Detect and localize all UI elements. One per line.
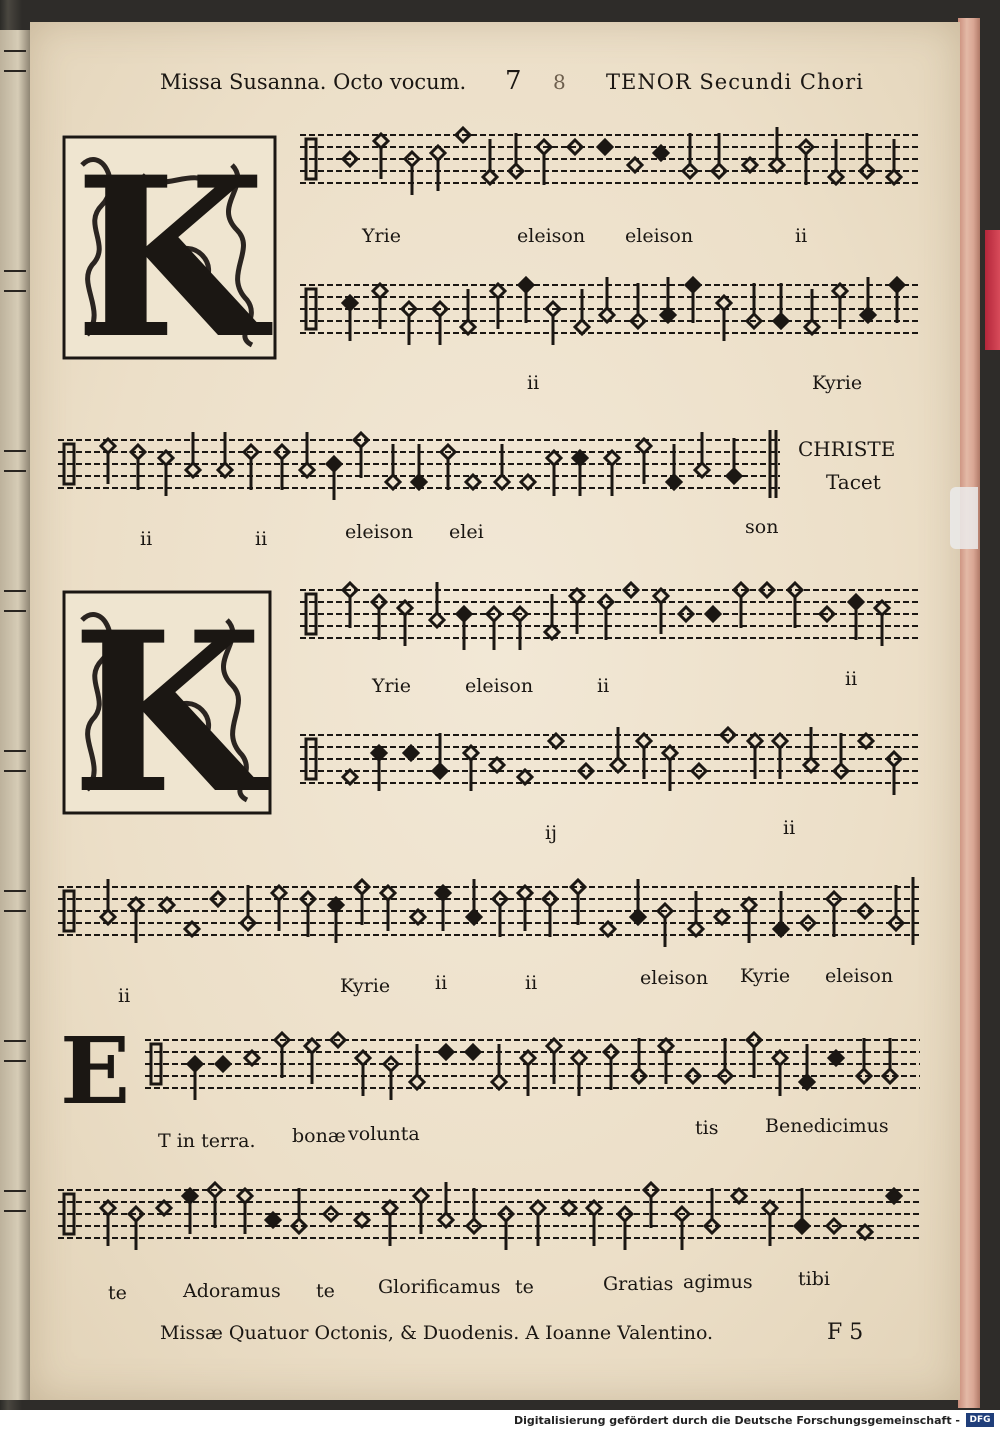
note-icon (654, 589, 668, 603)
note-icon (355, 880, 369, 894)
note-icon (748, 734, 762, 748)
note-icon (579, 764, 593, 778)
note-icon (301, 892, 315, 906)
note-icon (611, 758, 625, 772)
lyric: Adoramus (183, 1280, 281, 1302)
initial-k-1 (62, 135, 277, 360)
note-icon (600, 308, 614, 322)
lyric: agimus (683, 1271, 753, 1293)
christe-heading: CHRISTE (798, 437, 896, 461)
note-icon (770, 158, 784, 172)
note-icon (433, 764, 447, 778)
note-icon (495, 475, 509, 489)
lyric: eleison (825, 965, 894, 987)
note-icon (887, 170, 901, 184)
staff-2 (300, 275, 920, 345)
initial-k-2 (62, 590, 272, 815)
note-icon (858, 904, 872, 918)
note-icon (466, 1045, 480, 1059)
note-icon (131, 445, 145, 459)
note-icon (160, 898, 174, 912)
note-icon (604, 1045, 618, 1059)
note-icon (218, 463, 232, 477)
note-icon (398, 601, 412, 615)
note-icon (356, 1051, 370, 1065)
book-footer: Missæ Quatuor Octonis, & Duodenis. A Ioanne Valentino. (160, 1322, 714, 1344)
note-icon (129, 1207, 143, 1221)
note-icon (101, 1201, 115, 1215)
lyric: te (316, 1280, 335, 1302)
note-icon (571, 880, 585, 894)
lyric: ii (435, 972, 448, 994)
lyric: ii (845, 668, 858, 690)
staff-6 (58, 877, 920, 947)
note-icon (101, 439, 115, 453)
note-icon (573, 451, 587, 465)
note-icon (467, 910, 481, 924)
staff-3 (58, 430, 780, 500)
lyric: ij (545, 822, 557, 844)
page-number: 7 (505, 66, 522, 96)
page-edge-right (958, 18, 980, 1408)
lyric: Yrie (362, 225, 401, 247)
note-icon (272, 886, 286, 900)
note-icon (667, 475, 681, 489)
note-icon (372, 595, 386, 609)
note-icon (686, 1069, 700, 1083)
note-icon (717, 296, 731, 310)
note-icon (381, 886, 395, 900)
note-icon (659, 1039, 673, 1053)
lyric: ii (795, 225, 808, 247)
note-icon (689, 922, 703, 936)
note-icon (637, 439, 651, 453)
note-icon (663, 746, 677, 760)
lyric: te (108, 1282, 127, 1304)
note-icon (732, 1189, 746, 1203)
lyric: tibi (798, 1268, 830, 1290)
lyric: elei (449, 521, 484, 543)
note-icon (570, 589, 584, 603)
note-icon (461, 320, 475, 334)
note-icon (355, 1213, 369, 1227)
lyric: Benedicimus (765, 1115, 889, 1137)
note-icon (774, 314, 788, 328)
note-icon (499, 1207, 513, 1221)
note-icon (572, 1051, 586, 1065)
note-icon (483, 170, 497, 184)
lyric: ii (118, 985, 131, 1007)
note-icon (373, 284, 387, 298)
lyric: ii (597, 675, 610, 697)
note-icon (547, 1039, 561, 1053)
note-icon (760, 583, 774, 597)
lyric: Gratias (603, 1273, 674, 1295)
note-icon (800, 1075, 814, 1089)
note-icon (601, 922, 615, 936)
note-icon (410, 1075, 424, 1089)
note-icon (464, 746, 478, 760)
note-icon (858, 1225, 872, 1239)
page-clip (950, 487, 978, 549)
note-icon (386, 475, 400, 489)
note-icon (372, 746, 386, 760)
note-icon (547, 451, 561, 465)
note-icon (637, 734, 651, 748)
lyric: ii (140, 528, 153, 550)
lyric: son (745, 516, 779, 538)
note-icon (861, 308, 875, 322)
note-icon (706, 607, 720, 621)
note-icon (829, 1051, 843, 1065)
lyric: Yrie (372, 675, 411, 697)
note-icon (715, 910, 729, 924)
note-icon (188, 1057, 202, 1071)
note-icon (492, 1075, 506, 1089)
lyric: ii (783, 817, 796, 839)
bookmark-ribbon (985, 230, 1000, 350)
lyric: eleison (625, 225, 694, 247)
note-icon (773, 1051, 787, 1065)
note-icon (439, 1045, 453, 1059)
lyric: eleison (640, 967, 709, 989)
lyric: bonæ (292, 1125, 346, 1147)
note-icon (300, 463, 314, 477)
note-icon (575, 320, 589, 334)
note-icon (859, 734, 873, 748)
note-icon (305, 1039, 319, 1053)
lyric: tis (695, 1117, 719, 1139)
lyric: volunta (348, 1123, 420, 1145)
note-icon (275, 445, 289, 459)
note-icon (804, 758, 818, 772)
note-icon (327, 457, 341, 471)
note-icon (374, 134, 388, 148)
tacet-label: Tacet (826, 470, 881, 494)
note-icon (587, 1201, 601, 1215)
note-icon (887, 1189, 901, 1203)
lyric: eleison (517, 225, 586, 247)
note-icon (795, 1219, 809, 1233)
note-icon (491, 284, 505, 298)
note-icon (245, 1051, 259, 1065)
dfg-logo: DFG (966, 1413, 994, 1427)
note-icon (686, 278, 700, 292)
note-icon (521, 1051, 535, 1065)
note-icon (549, 734, 563, 748)
note-icon (763, 1201, 777, 1215)
lyric: Glorificamus (378, 1276, 501, 1298)
note-icon (216, 1057, 230, 1071)
note-icon (431, 146, 445, 160)
lyric: Kyrie (812, 372, 863, 394)
note-icon (521, 475, 535, 489)
staff-7 (145, 1030, 920, 1100)
left-page-edge (0, 30, 30, 1400)
note-icon (695, 463, 709, 477)
note-icon (238, 1189, 252, 1203)
note-icon (490, 758, 504, 772)
note-icon (186, 463, 200, 477)
staff-1 (300, 125, 920, 195)
note-icon (857, 1069, 871, 1083)
note-icon (518, 770, 532, 784)
note-icon (518, 886, 532, 900)
note-icon (101, 910, 115, 924)
staff-4 (300, 580, 920, 650)
note-icon (457, 607, 471, 621)
note-icon (383, 1201, 397, 1215)
lyric: ii (527, 372, 540, 394)
note-icon (679, 607, 693, 621)
note-icon (631, 910, 645, 924)
note-icon (343, 296, 357, 310)
note-icon (849, 595, 863, 609)
note-icon (742, 898, 756, 912)
note-icon (414, 1189, 428, 1203)
note-icon (875, 601, 889, 615)
lyric: T in terra. (158, 1130, 256, 1152)
note-icon (159, 451, 173, 465)
note-icon (292, 1219, 306, 1233)
note-icon (519, 278, 533, 292)
voice-part-label: TENOR Secundi Chori (606, 70, 864, 94)
note-icon (624, 583, 638, 597)
note-icon (774, 922, 788, 936)
note-icon (185, 922, 199, 936)
lyric: te (515, 1276, 534, 1298)
note-icon (598, 140, 612, 154)
initial-e: E (60, 1017, 131, 1125)
note-icon (628, 158, 642, 172)
note-icon (531, 1201, 545, 1215)
note-icon (545, 625, 559, 639)
note-icon (404, 746, 418, 760)
note-icon (543, 892, 557, 906)
note-icon (644, 1183, 658, 1197)
mass-title: Missa Susanna. Octo vocum. (160, 70, 467, 94)
note-icon (183, 1189, 197, 1203)
staff-8 (58, 1180, 920, 1250)
initial-letter: K (71, 590, 263, 815)
note-icon (436, 886, 450, 900)
note-icon (439, 1213, 453, 1227)
lyric: ii (525, 972, 538, 994)
note-icon (411, 910, 425, 924)
note-icon (890, 278, 904, 292)
signature-mark: F 5 (827, 1320, 864, 1345)
note-icon (605, 451, 619, 465)
note-icon (883, 1069, 897, 1083)
note-icon (705, 1219, 719, 1233)
lyric: eleison (345, 521, 414, 543)
lyric: ii (255, 528, 268, 550)
note-icon (157, 1201, 171, 1215)
note-icon (329, 898, 343, 912)
note-icon (833, 284, 847, 298)
lyric: Kyrie (340, 975, 391, 997)
lyric: Kyrie (740, 965, 791, 987)
note-icon (654, 146, 668, 160)
note-icon (773, 734, 787, 748)
note-icon (129, 898, 143, 912)
staff-5 (300, 725, 920, 795)
note-icon (412, 475, 426, 489)
note-icon (562, 1201, 576, 1215)
note-icon (266, 1213, 280, 1227)
note-icon (727, 469, 741, 483)
note-icon (430, 613, 444, 627)
note-icon (829, 170, 843, 184)
note-icon (343, 770, 357, 784)
initial-letter: K (74, 135, 266, 360)
lyric: eleison (465, 675, 534, 697)
note-icon (211, 892, 225, 906)
note-icon (805, 320, 819, 334)
page-number-faint: 8 (553, 70, 566, 94)
note-icon (661, 308, 675, 322)
credit-text: Digitalisierung gefördert durch die Deutsche Forschungsgemeinschaft - (513, 1414, 960, 1427)
note-icon (743, 158, 757, 172)
note-icon (466, 475, 480, 489)
note-icon (632, 1069, 646, 1083)
